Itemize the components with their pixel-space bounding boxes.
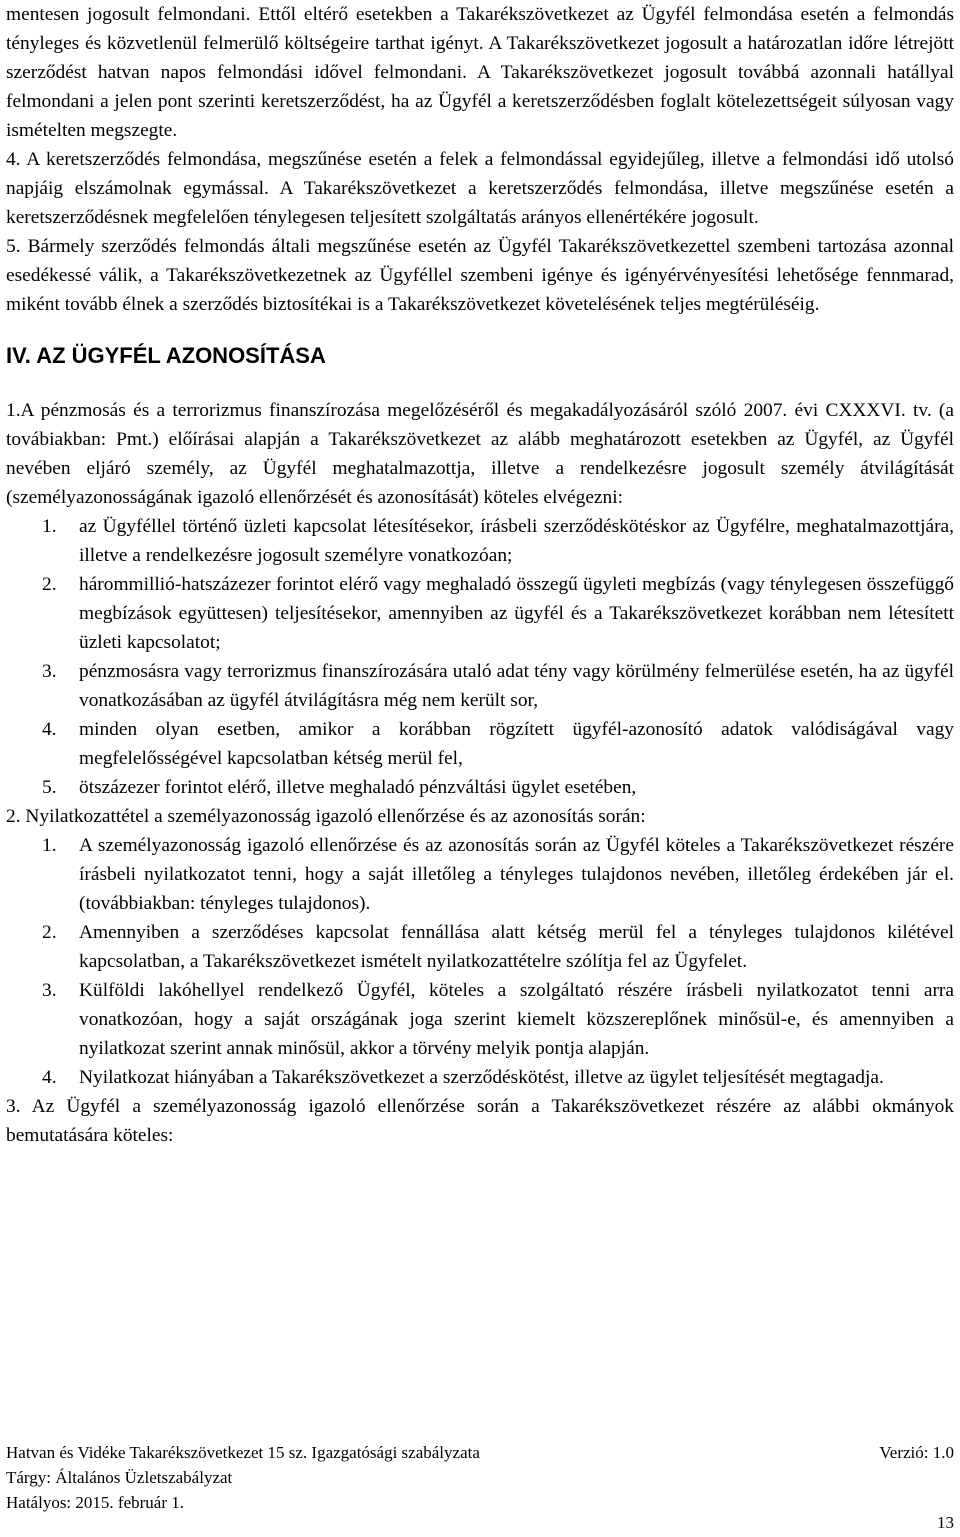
- list-item: [6, 1063, 954, 1092]
- list-item-text: Amennyiben a szerződéses kapcsolat fennállása alatt kétség merül fel a tényleges tulajdonos kilétével kapcsolatban, a Takarékszövetkezet ismételt nyilatkozattételre szólítja fel az Ügyfelet.: [79, 922, 954, 972]
- list-item-number: 3.: [42, 661, 57, 682]
- list-item-number: 1.: [42, 835, 57, 856]
- footer-document-name: Hatvan és Vidéke Takarékszövetkezet 15 sz. Igazgatósági szabályzata: [6, 1443, 480, 1462]
- paragraph-settlement: 4. A keretszerződés felmondása, megszűnése esetén a felek a felmondással egyidejűleg, illetve a felmondási idő utolsó napjáig elszámolnak egymással. A Takarékszövetkezet a keretszerződés felmondása, illetve megszűnése esetén a keretszerződésnek megfelelően ténylegesen teljesített szolgáltatás arányos ellenértékére jogosult.: [6, 149, 954, 228]
- list-item-number: 4.: [42, 719, 57, 740]
- list-item-text: Külföldi lakóhellyel rendelkező Ügyfél, köteles a szolgáltató részére írásbeli nyilatkozatot tenni arra vonatkozóan, hogy a saját országának joga szerint kiemelt közszereplőnek minősül-e, és amennyiben a nyilatkozat szerint annak minősül, akkor a törvény melyik pontja alapján.: [79, 980, 954, 1059]
- section-heading: IV. AZ ÜGYFÉL AZONOSÍTÁSA: [6, 343, 326, 368]
- list-item-number: 1.: [42, 516, 57, 537]
- list-item-number: 2.: [42, 922, 57, 943]
- list-item-text: hárommillió-hatszázezer forintot elérő vagy meghaladó összegű ügyleti megbízás (vagy ténylegesen összefüggő megbízások együttesen) teljesítésekor, amennyiben az ügyfél és a Takarékszövetkezet korábban nem létesített üzleti kapcsolatot;: [79, 574, 954, 653]
- list-item-text: pénzmosásra vagy terrorizmus finanszírozására utaló adat tény vagy körülmény felmerülése esetén, ha az ügyfél vonatkozásában az ügyfél átvilágításra még nem került sor,: [79, 661, 954, 711]
- section2-intro: 2. Nyilatkozattétel a személyazonosság igazoló ellenőrzése és az azonosítás során:: [6, 806, 646, 827]
- list-item-number: 3.: [42, 980, 57, 1001]
- paragraph-debt-due: 5. Bármely szerződés felmondás általi megszűnése esetén az Ügyfél Takarékszövetkezettel szembeni tartozása azonnal esedékessé válik, a Takarékszövetkezetnek az Ügyféllel szembeni igénye és igényérvényesítési lehetősége fennmarad, miként tovább élnek a szerződés biztosítékai is a Takarékszövetkezet követelésének teljes megtérüléséig.: [6, 236, 954, 315]
- section1-list: [6, 512, 954, 802]
- section3-intro: 3. Az Ügyfél a személyazonosság igazoló ellenőrzése során a Takarékszövetkezet részére az alábbi okmányok bemutatására köteles:: [6, 1096, 954, 1146]
- list-item: [6, 976, 954, 1063]
- list-item-number: 5.: [42, 777, 57, 798]
- footer-subject: Tárgy: Általános Üzletszabályzat: [6, 1468, 233, 1487]
- document-page: [6, 0, 954, 1150]
- page-number: 13: [937, 1513, 954, 1532]
- list-item-text: ötszázezer forintot elérő, illetve meghaladó pénzváltási ügylet esetében,: [79, 777, 637, 798]
- list-item: [6, 831, 954, 918]
- list-item: [6, 570, 954, 657]
- list-item-number: 2.: [42, 574, 57, 595]
- section2-list: [6, 831, 954, 1092]
- list-item: [6, 657, 954, 715]
- footer-effective-date: Hatályos: 2015. február 1.: [6, 1493, 184, 1512]
- page-footer: [6, 1440, 954, 1515]
- footer-version: Verzió: 1.0: [879, 1443, 954, 1462]
- section1-intro: 1.A pénzmosás és a terrorizmus finanszírozása megelőzéséről és megakadályozásáról szóló 2007. évi CXXXVI. tv. (a továbiakban: Pmt.) előírásai alapján a Takarékszövetkezet az alább meghatározott esetekben az Ügyfél, az Ügyfél nevében eljáró személy, az Ügyfél meghatalmazottja, illetve a rendelkezésre jogosult személy átvilágítását (személyazonosságának igazoló ellenőrzését és azonosítását) köteles elvégezni:: [6, 400, 954, 508]
- list-item-text: minden olyan esetben, amikor a korábban rögzített ügyfél-azonosító adatok valódiságával vagy megfelelősségével kapcsolatban kétség merül fel,: [79, 719, 954, 769]
- list-item: [6, 918, 954, 976]
- paragraph-termination: mentesen jogosult felmondani. Ettől eltérő esetekben a Takarékszövetkezet az Ügyfél felmondása esetén a felmondás tényleges és közvetlenül felmerülő költségeire tarthat igényt. A Takarékszövetkezet jogosult a határozatlan időre létrejött szerződést hatvan napos felmondási idővel felmondani. A Takarékszövetkezet jogosult továbbá azonnali hatállyal felmondani a jelen pont szerinti keretszerződést, ha az Ügyfél a keretszerződésben foglalt kötelezettségeit súlyosan vagy ismételten megszegte.: [6, 4, 954, 141]
- list-item-text: Nyilatkozat hiányában a Takarékszövetkezet a szerződéskötést, illetve az ügylet teljesítését megtagadja.: [79, 1067, 884, 1088]
- list-item-text: az Ügyféllel történő üzleti kapcsolat létesítésekor, írásbeli szerződéskötéskor az Ügyfélre, meghatalmazottjára, illetve a rendelkezésre jogosult személyre vonatkozóan;: [79, 516, 954, 566]
- list-item: [6, 773, 954, 802]
- footer-row: [6, 1440, 954, 1465]
- list-item-text: A személyazonosság igazoló ellenőrzése és az azonosítás során az Ügyfél köteles a Takarékszövetkezet részére írásbeli nyilatkozatot tenni, hogy a saját illetőleg a tényleges tulajdonos nevében, illetőleg érdekében jár el.(továbbiakban: tényleges tulajdonos).: [79, 835, 954, 914]
- list-item: [6, 715, 954, 773]
- list-item-number: 4.: [42, 1067, 57, 1088]
- list-item: [6, 512, 954, 570]
